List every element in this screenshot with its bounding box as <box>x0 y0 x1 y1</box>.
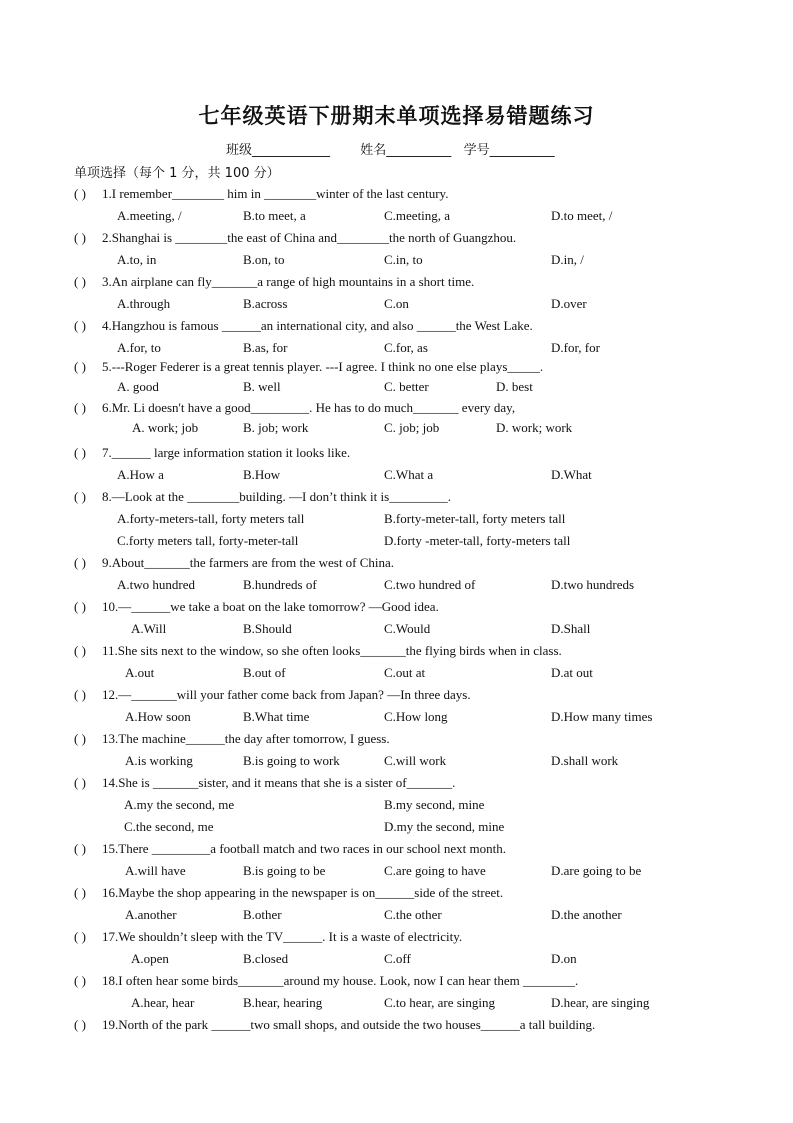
instruction: 单项选择（每个 1 分，共 100 分） <box>74 166 280 181</box>
option-c[interactable]: C. better <box>384 379 429 394</box>
question-text: 18.I often hear some birds_______around my house. Look, now I can hear them ________. <box>102 973 579 988</box>
question-text: 8.—Look at the ________building. —I don’t think it is_________. <box>102 489 451 504</box>
option-c[interactable]: C.on <box>384 296 409 311</box>
option-b[interactable]: B.to meet, a <box>243 208 306 223</box>
question-text: 15.There _________a football match and two races in our school next month. <box>102 841 506 856</box>
answer-blank[interactable]: ( ) <box>74 445 86 460</box>
option-d[interactable]: D.How many times <box>551 709 653 724</box>
option-c[interactable]: C.forty meters tall, forty-meter-tall <box>117 533 299 548</box>
option-d[interactable]: D.in, / <box>551 252 584 267</box>
option-a[interactable]: A.another <box>125 907 177 922</box>
answer-blank[interactable]: ( ) <box>74 775 86 790</box>
option-d[interactable]: D.forty -meter-tall, forty-meters tall <box>384 533 571 548</box>
option-c[interactable]: C.How long <box>384 709 448 724</box>
student-info <box>226 139 555 158</box>
option-a[interactable]: A.is working <box>125 753 193 768</box>
option-a[interactable]: A.to, in <box>117 252 157 267</box>
question-text: 2.Shanghai is ________the east of China and________the north of Guangzhou. <box>102 230 517 245</box>
option-d[interactable]: D.my the second, mine <box>384 819 505 834</box>
answer-blank[interactable]: ( ) <box>74 359 86 374</box>
option-d[interactable]: D.hear, are singing <box>551 995 650 1010</box>
option-a[interactable]: A.forty-meters-tall, forty meters tall <box>117 511 305 526</box>
question-text: 11.She sits next to the window, so she often looks_______the flying birds when in class. <box>102 643 562 658</box>
option-a[interactable]: A.two hundred <box>117 577 195 592</box>
id-field[interactable]: 学号__________ <box>463 143 555 158</box>
option-d[interactable]: D. work; work <box>496 420 573 435</box>
option-b[interactable]: B.on, to <box>243 252 285 267</box>
option-a[interactable]: A.How a <box>117 467 164 482</box>
question-text: 17.We shouldn’t sleep with the TV______. It is a waste of electricity. <box>102 929 463 944</box>
answer-blank[interactable]: ( ) <box>74 489 86 504</box>
option-b[interactable]: B.forty-meter-tall, forty meters tall <box>384 511 566 526</box>
option-d[interactable]: D.for, for <box>551 340 600 355</box>
option-d[interactable]: D.Shall <box>551 621 591 636</box>
page-title: 七年级英语下册期末单项选择易错题练习 <box>198 104 595 128</box>
option-a[interactable]: A.meeting, / <box>117 208 182 223</box>
option-c[interactable]: C.for, as <box>384 340 428 355</box>
option-a[interactable]: A.out <box>125 665 155 680</box>
option-c[interactable]: C. job; job <box>384 420 440 435</box>
answer-blank[interactable]: ( ) <box>74 1017 86 1032</box>
option-d[interactable]: D.at out <box>551 665 593 680</box>
option-b[interactable]: B. job; work <box>243 420 309 435</box>
option-c[interactable]: C.meeting, a <box>384 208 451 223</box>
option-b[interactable]: B.as, for <box>243 340 288 355</box>
option-a[interactable]: A.Will <box>131 621 167 636</box>
answer-blank[interactable]: ( ) <box>74 230 86 245</box>
option-b[interactable]: B.out of <box>243 665 286 680</box>
question-text: 7.______ large information station it looks like. <box>102 445 351 460</box>
question-text: 9.About_______the farmers are from the west of China. <box>102 555 395 570</box>
answer-blank[interactable]: ( ) <box>74 400 86 415</box>
option-b[interactable]: B.is going to work <box>243 753 340 768</box>
option-c[interactable]: C.to hear, are singing <box>384 995 496 1010</box>
question-text: 14.She is _______sister, and it means that she is a sister of_______. <box>102 775 456 790</box>
question-text: 13.The machine______the day after tomorrow, I guess. <box>102 731 390 746</box>
option-d[interactable]: D.two hundreds <box>551 577 635 592</box>
question-text: 16.Maybe the shop appearing in the newspaper is on______side of the street. <box>102 885 504 900</box>
option-b[interactable]: B.Should <box>243 621 292 636</box>
option-d[interactable]: D.shall work <box>551 753 619 768</box>
answer-blank[interactable]: ( ) <box>74 186 86 201</box>
option-d[interactable]: D.are going to be <box>551 863 642 878</box>
option-b[interactable]: B.What time <box>243 709 310 724</box>
option-c[interactable]: C.in, to <box>384 252 423 267</box>
option-a[interactable]: A.through <box>117 296 171 311</box>
class-field[interactable]: 班级____________ <box>226 143 331 158</box>
option-d[interactable]: D.the another <box>551 907 622 922</box>
option-a[interactable]: A.open <box>131 951 169 966</box>
option-b[interactable]: B.closed <box>243 951 289 966</box>
question-text: 6.Mr. Li doesn't have a good_________. He has to do much_______ every day, <box>102 400 516 415</box>
option-c[interactable]: C.are going to have <box>384 863 486 878</box>
question-text: 12.—_______will your father come back from Japan? —In three days. <box>102 687 471 702</box>
answer-blank[interactable]: ( ) <box>74 973 86 988</box>
option-d[interactable]: D. best <box>496 379 533 394</box>
question-text: 1.I remember________ him in ________winter of the last century. <box>102 186 449 201</box>
option-b[interactable]: B. well <box>243 379 281 394</box>
answer-blank[interactable]: ( ) <box>74 274 86 289</box>
answer-blank[interactable]: ( ) <box>74 841 86 856</box>
option-b[interactable]: B.hundreds of <box>243 577 317 592</box>
name-field[interactable]: 姓名__________ <box>360 143 452 158</box>
option-c[interactable]: C.the second, me <box>124 819 214 834</box>
answer-blank[interactable]: ( ) <box>74 929 86 944</box>
option-a[interactable]: A.my the second, me <box>124 797 235 812</box>
option-d[interactable]: D.to meet, / <box>551 208 613 223</box>
option-a[interactable]: A.How soon <box>125 709 191 724</box>
answer-blank[interactable]: ( ) <box>74 555 86 570</box>
option-b[interactable]: B.my second, mine <box>384 797 485 812</box>
question-text: 4.Hangzhou is famous ______an international city, and also ______the West Lake. <box>102 318 533 333</box>
option-a[interactable]: A. good <box>117 379 159 394</box>
question-text: 19.North of the park ______two small shops, and outside the two houses______a tall building. <box>102 1017 596 1032</box>
question-text: 3.An airplane can fly_______a range of high mountains in a short time. <box>102 274 475 289</box>
option-b[interactable]: B.other <box>243 907 282 922</box>
option-a[interactable]: A.will have <box>125 863 186 878</box>
option-a[interactable]: A.hear, hear <box>131 995 195 1010</box>
option-d[interactable]: D.What <box>551 467 592 482</box>
option-c[interactable]: C.will work <box>384 753 447 768</box>
option-b[interactable]: B.across <box>243 296 288 311</box>
option-c[interactable]: C.the other <box>384 907 442 922</box>
option-d[interactable]: D.on <box>551 951 577 966</box>
option-a[interactable]: A.for, to <box>117 340 161 355</box>
answer-blank[interactable]: ( ) <box>74 318 86 333</box>
option-d[interactable]: D.over <box>551 296 587 311</box>
answer-blank[interactable]: ( ) <box>74 885 86 900</box>
option-c[interactable]: C.off <box>384 951 411 966</box>
option-c[interactable]: C.two hundred of <box>384 577 476 592</box>
option-c[interactable]: C.Would <box>384 621 431 636</box>
option-c[interactable]: C.out at <box>384 665 426 680</box>
answer-blank[interactable]: ( ) <box>74 599 86 614</box>
answer-blank[interactable]: ( ) <box>74 687 86 702</box>
option-a[interactable]: A. work; job <box>132 420 199 435</box>
option-b[interactable]: B.hear, hearing <box>243 995 323 1010</box>
option-c[interactable]: C.What a <box>384 467 434 482</box>
question-text: 10.—______we take a boat on the lake tomorrow? —Good idea. <box>102 599 439 614</box>
option-b[interactable]: B.How <box>243 467 281 482</box>
option-b[interactable]: B.is going to be <box>243 863 326 878</box>
answer-blank[interactable]: ( ) <box>74 731 86 746</box>
question-text: 5.---Roger Federer is a great tennis player. ---I agree. I think no one else plays_____. <box>102 359 544 374</box>
answer-blank[interactable]: ( ) <box>74 643 86 658</box>
